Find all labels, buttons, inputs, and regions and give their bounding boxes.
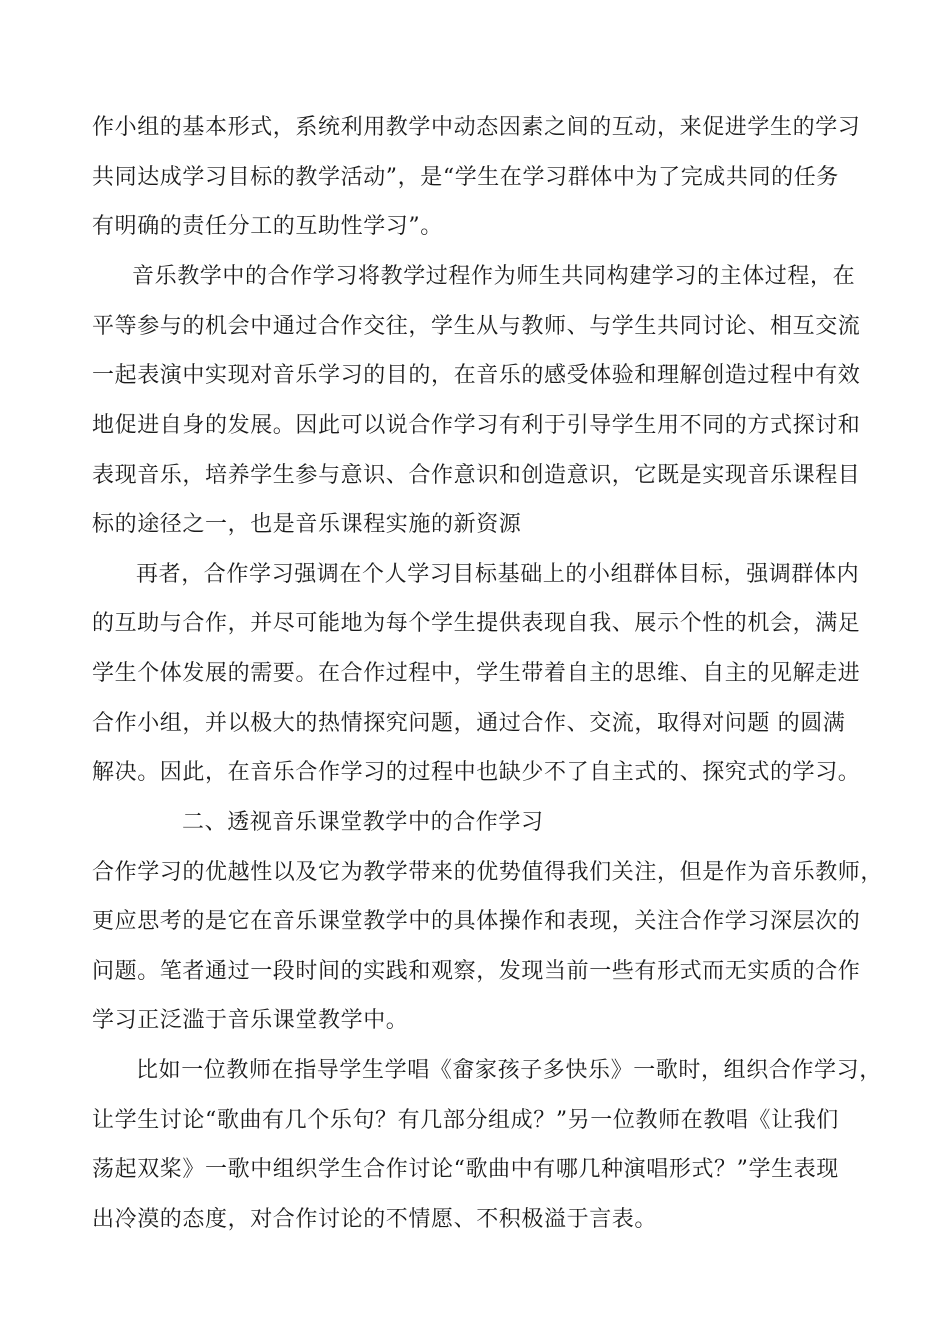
paragraph-1-line: 共同达成学习目标的教学活动”，是“学生在学习群体中为了完成共同的任务 — [92, 165, 839, 190]
paragraph-4-line: 问题。笔者通过一段时间的实践和观察，发现当前一些有形式而无实质的合作 — [92, 959, 861, 984]
paragraph-1-line: 作小组的基本形式，系统利用教学中动态因素之间的互动，来促进学生的学习 — [92, 115, 861, 140]
paragraph-3-line: 再者，合作学习强调在个人学习目标基础上的小组群体目标，强调群体内 — [136, 562, 860, 587]
paragraph-3-line: 学生个体发展的需要。在合作过程中，学生带着自主的思维、自主的见解走进 — [92, 661, 861, 686]
paragraph-2-line: 平等参与的机会中通过合作交往，学生从与教师、与学生共同讨论、相互交流 — [92, 314, 861, 339]
paragraph-4-line: 更应思考的是它在音乐课堂教学中的具体操作和表现，关注合作学习深层次的 — [92, 909, 861, 934]
paragraph-1-line: 有明确的责任分工的互助性学习”。 — [92, 214, 443, 239]
paragraph-2-line: 标的途径之一，也是音乐课程实施的新资源 — [92, 512, 522, 537]
paragraph-5-line: 让学生讨论“歌曲有几个乐句？有几部分组成？”另一位教师在教唱《让我们 — [92, 1108, 839, 1133]
paragraph-3-line: 解决。因此，在音乐合作学习的过程中也缺少不了自主式的、探究式的学习。 — [92, 760, 861, 785]
paragraph-2-line: 音乐教学中的合作学习将教学过程作为师生共同构建学习的主体过程，在 — [132, 264, 856, 289]
paragraph-4-line: 学习正泛滥于音乐课堂教学中。 — [92, 1008, 409, 1033]
paragraph-5-line: 比如一位教师在指导学生学唱《畲家孩子多快乐》一歌时，组织合作学习， — [136, 1058, 882, 1083]
paragraph-4-line: 合作学习的优越性以及它为教学带来的优势值得我们关注，但是作为音乐教师， — [92, 860, 884, 885]
section-heading: 二、透视音乐课堂教学中的合作学习 — [182, 810, 544, 835]
paragraph-5-line: 出冷漠的态度，对合作讨论的不情愿、不积极溢于言表。 — [92, 1207, 658, 1232]
paragraph-3-line: 的互助与合作，并尽可能地为每个学生提供表现自我、展示个性的机会，满足 — [92, 611, 861, 636]
paragraph-2-line: 一起表演中实现对音乐学习的目的，在音乐的感受体验和理解创造过程中有效 — [92, 363, 861, 388]
paragraph-3-line: 合作小组，并以极大的热情探究问题，通过合作、交流，取得对问题 的圆满 — [92, 711, 846, 736]
paragraph-5-line: 荡起双桨》一歌中组织学生合作讨论“歌曲中有哪几种演唱形式？”学生表现 — [92, 1157, 839, 1182]
paragraph-2-line: 地促进自身的发展。因此可以说合作学习有利于引导学生用不同的方式探讨和 — [92, 413, 861, 438]
paragraph-2-line: 表现音乐，培养学生参与意识、合作意识和创造意识，它既是实现音乐课程目 — [92, 463, 861, 488]
